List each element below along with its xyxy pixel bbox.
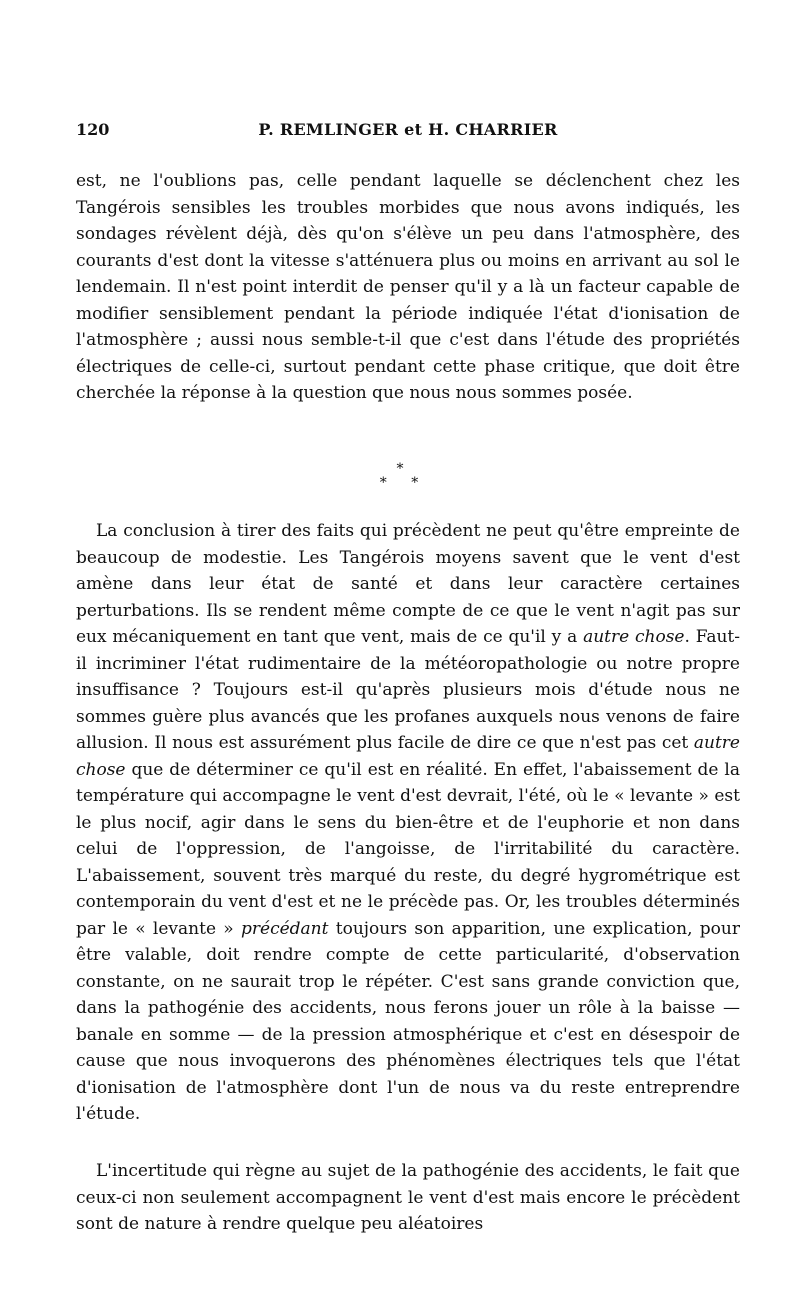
paragraph-incertitude [76,1158,740,1238]
italic-phrase: autre chose [583,627,685,647]
italic-phrase: précédant [241,918,329,939]
page-number: 120 [76,120,110,139]
paragraph-conclusion [76,518,740,1128]
asterism-bottom-stars: * * [379,475,429,491]
paragraph-continuation [76,168,740,407]
running-head: P. REMLINGER et H. CHARRIER [258,120,558,139]
section-separator-asterism [0,462,800,490]
text-run: . Faut-il incriminer l'état rudimentaire de la météoropathologie ou notre propre insuffisance ? Toujours est-il qu'après plusieurs mois d'étude nous ne sommes guère plus avancés que les profanes auxquels nous venons de faire allusion. Il nous est assurément plus facile de dire ce que n'est pas cet [76,627,741,753]
paragraph-text: L'incertitude qui règne au sujet de la pathogénie des accidents, le fait que ceux-ci non seulement accompagnent le vent d'est mais encore le précèdent sont de nature à rendre quelque peu aléatoires [76,1161,740,1234]
paragraph-text [76,518,740,1128]
text-run: que de déterminer ce qu'il est en réalité. En effet, l'abaissement de la température qui accompagne le vent d'est devrait, l'été, où le « levante » est le plus nocif, agir dans le sens du bien-être et de l'euphorie et non dans celui de l'oppression, de l'angoisse, de l'irritabilité du caractère. L'abaissement, souvent très marqué du reste, du degré hygrométrique est contemporain du vent d'est et ne le précède pas. Or, les troubles déterminés par le « levante » [76,759,740,939]
paragraph-text: est, ne l'oublions pas, celle pendant laquelle se déclenchent chez les Tangérois sensibles les troubles morbides que nous avons indiqués, les sondages révèlent déjà, dès qu'on s'élève un peu dans l'atmosphère, des courants d'est dont la vitesse s'atténuera plus ou moins en arrivant au sol le lendemain. Il n'est point interdit de penser qu'il y a là un facteur capable de modifier sensiblement pendant la période indiquée l'état d'ionisation de l'atmosphère ; aussi nous semble-t-il que c'est dans l'étude des propriétés électriques de celle-ci, surtout pendant cette phase critique, que doit être cherchée la réponse à la question que nous nous sommes posée. [76,171,740,403]
italic-phrase: autre chose [76,733,740,780]
text-run: La conclusion à tirer des faits qui précèdent ne peut qu'être empreinte de beaucoup de modestie. Les Tangérois moyens savent que le vent d'est amène dans leur état de santé et dans leur caractère certaines perturbations. Ils se rendent même compte de ce que le vent n'agit pas sur eux mécaniquement en tant que vent, mais de ce qu'il y a [76,521,740,647]
page-header [76,120,740,144]
text-run: toujours son apparition, une explication, pour être valable, doit rendre compte de cette particularité, d'observation constante, on ne saurait trop le répéter. C'est sans grande conviction que, dans la pathogénie des accidents, nous ferons jouer un rôle à la baisse — banale en somme — de la pression atmosphérique et c'est en désespoir de cause que nous invoquerons des phénomènes électriques tels que l'état d'ionisation de l'atmosphère dont l'un de nous va du reste entreprendre l'étude. [76,918,740,1124]
asterism-top-star: * [396,461,404,477]
